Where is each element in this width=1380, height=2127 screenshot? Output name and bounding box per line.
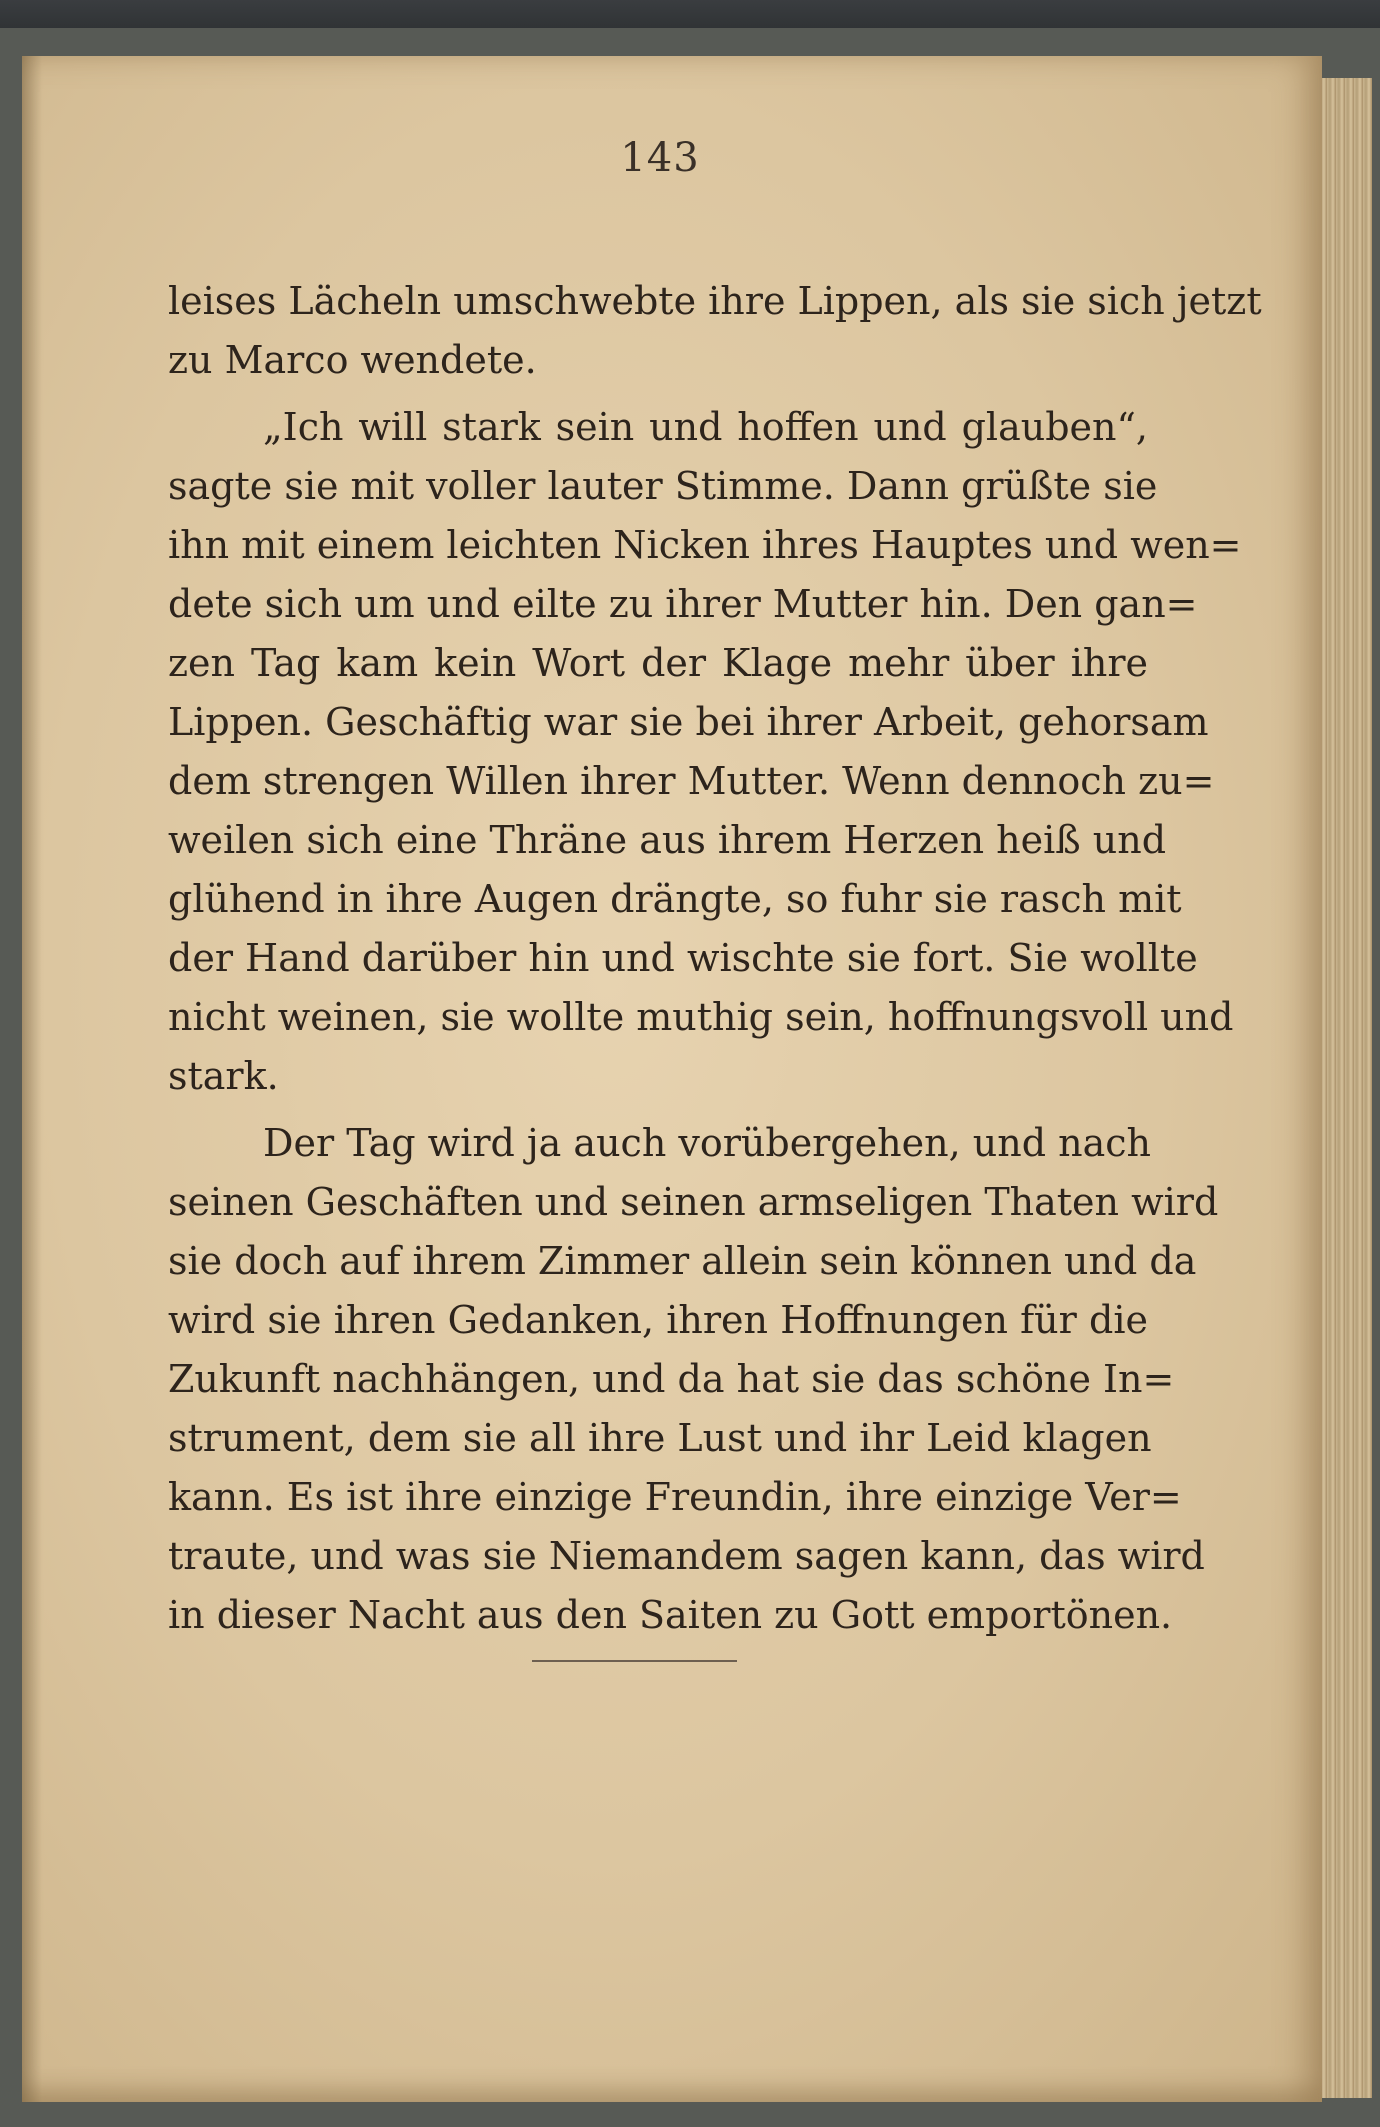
text-line: wird sie ihren Gedanken, ihren Hoffnungen für die [168,1298,1148,1342]
text-line: weilen sich eine Thräne aus ihrem Herzen heiß und [168,818,1167,862]
page-number: 143 [620,135,700,181]
paragraph [168,398,1242,1106]
text-line: der Hand darüber hin und wischte sie fort. Sie wollte [168,936,1198,980]
text-line: sie doch auf ihrem Zimmer allein sein können und da [168,1239,1197,1283]
text-line: in dieser Nacht aus den Saiten zu Gott emportönen. [168,1593,1173,1637]
text-line: strument, dem sie all ihre Lust und ihr Leid klagen [168,1416,1152,1460]
text-line: Der Tag wird ja auch vorübergehen, und nach [263,1121,1151,1165]
paragraph [168,272,1262,390]
text-line: ihn mit einem leichten Nicken ihres Hauptes und wen= [168,523,1242,567]
paragraph [168,1114,1219,1645]
text-line: stark. [168,1054,279,1098]
text-line: Lippen. Geschäftig war sie bei ihrer Arbeit, gehorsam [168,700,1209,744]
chapter-end-rule [532,1660,737,1662]
text-line: sagte sie mit voller lauter Stimme. Dann grüßte sie [168,464,1158,508]
text-line: traute, und was sie Niemandem sagen kann, das wird [168,1534,1205,1578]
text-line: Zukunft nachhängen, und da hat sie das schöne In= [168,1357,1175,1401]
text-line: nicht weinen, sie wollte muthig sein, hoffnungsvoll und [168,995,1234,1039]
text-line: glühend in ihre Augen drängte, so fuhr sie rasch mit [168,877,1182,921]
text-line: leises Lächeln umschwebte ihre Lippen, als sie sich jetzt [168,279,1262,323]
text-line: dete sich um und eilte zu ihrer Mutter hin. Den gan= [168,582,1198,626]
text-line: seinen Geschäften und seinen armseligen Thaten wird [168,1180,1219,1224]
text-line: zu Marco wendete. [168,338,537,382]
page-gutter [22,56,42,2102]
text-line: „Ich will stark sein und hoffen und glauben“, [263,405,1148,449]
text-line: dem strengen Willen ihrer Mutter. Wenn dennoch zu= [168,759,1215,803]
text-line: kann. Es ist ihre einzige Freundin, ihre einzige Ver= [168,1475,1182,1519]
body-text [168,272,1262,1645]
text-line: zen Tag kam kein Wort der Klage mehr über ihre [168,641,1148,685]
